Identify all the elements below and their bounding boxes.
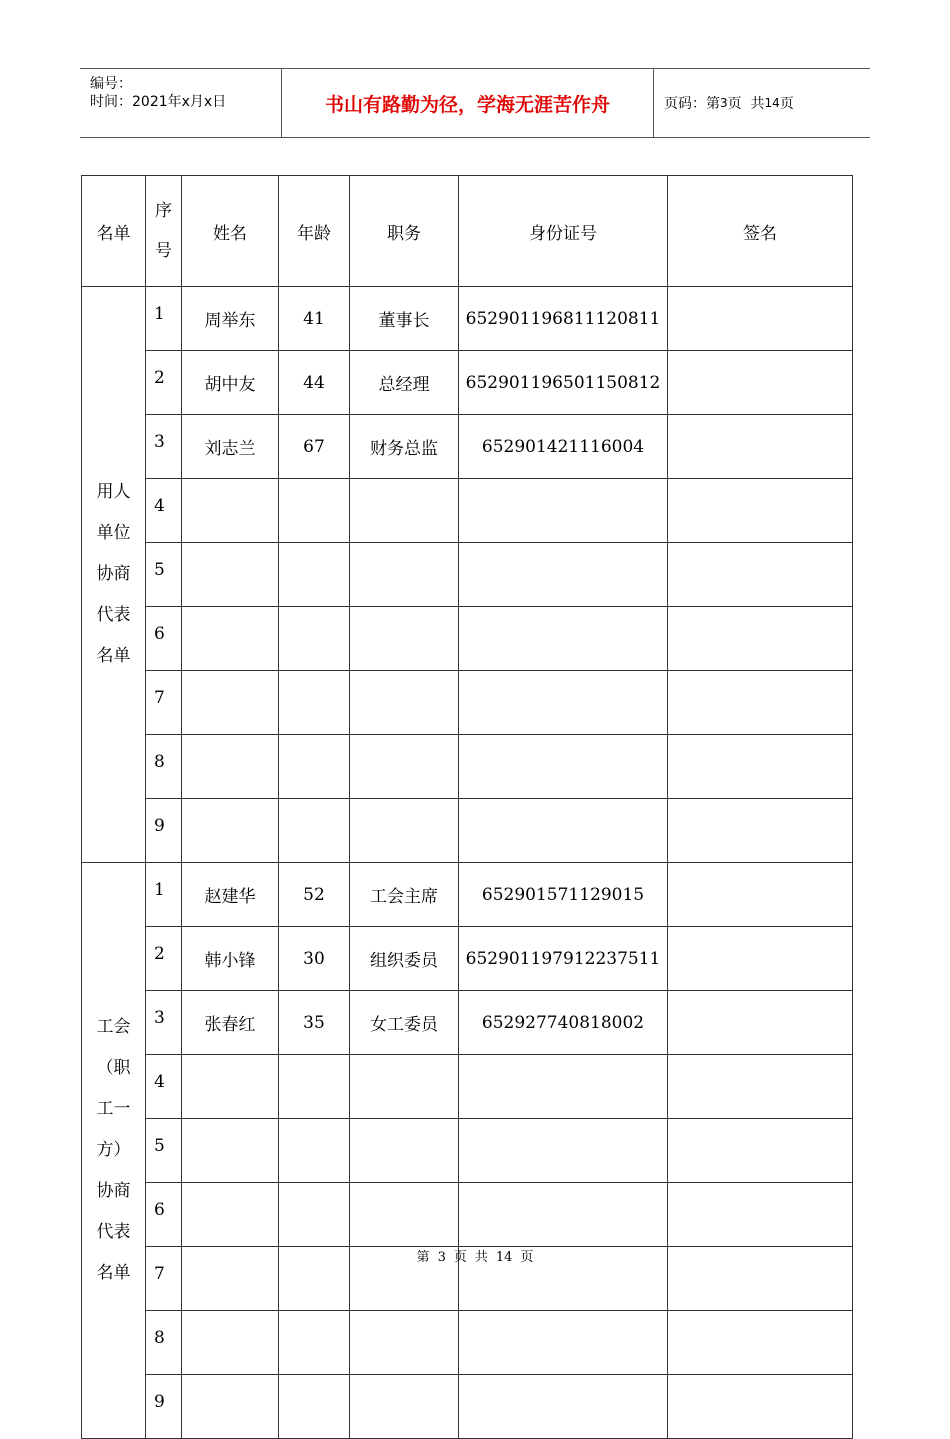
id-cell: 652901196811120811 (459, 287, 668, 351)
page-mid: 页 共 (727, 96, 765, 112)
age-cell: 44 (279, 351, 350, 415)
table-row (82, 863, 853, 927)
seq-cell: 5 (146, 543, 182, 607)
seq-cell: 5 (146, 1119, 182, 1183)
seq-cell: 7 (146, 671, 182, 735)
age-cell: 35 (279, 991, 350, 1055)
signature-cell[interactable] (668, 671, 853, 735)
name-cell (182, 735, 279, 799)
seq-cell: 2 (146, 927, 182, 991)
signature-cell[interactable] (668, 1055, 853, 1119)
signature-cell[interactable] (668, 543, 853, 607)
header-id: 身份证号 (459, 176, 668, 287)
age-cell (279, 479, 350, 543)
id-cell (459, 1311, 668, 1375)
id-cell: 652901197912237511 (459, 927, 668, 991)
id-cell: 652927740818002 (459, 991, 668, 1055)
seq-cell: 7 (146, 1247, 182, 1311)
signature-cell[interactable] (668, 927, 853, 991)
signature-cell[interactable] (668, 479, 853, 543)
position-cell (350, 1119, 459, 1183)
table-row (82, 927, 853, 991)
group-label-cell (82, 863, 146, 1439)
name-cell (182, 1119, 279, 1183)
position-cell (350, 735, 459, 799)
table-row (82, 287, 853, 351)
position-cell (350, 607, 459, 671)
age-cell (279, 1119, 350, 1183)
id-cell (459, 607, 668, 671)
signature-cell[interactable] (668, 415, 853, 479)
name-cell (182, 543, 279, 607)
id-cell (459, 479, 668, 543)
id-cell: 652901196501150812 (459, 351, 668, 415)
age-cell: 30 (279, 927, 350, 991)
header-group: 名单 (82, 176, 146, 287)
name-cell (182, 607, 279, 671)
group-label-cell (82, 287, 146, 863)
age-cell: 67 (279, 415, 350, 479)
id-cell (459, 735, 668, 799)
id-cell (459, 1183, 668, 1247)
age-cell (279, 799, 350, 863)
age-cell: 52 (279, 863, 350, 927)
seq-cell: 4 (146, 479, 182, 543)
number-label: 编号： (90, 76, 132, 92)
name-cell (182, 1375, 279, 1439)
name-cell (182, 799, 279, 863)
id-cell (459, 799, 668, 863)
header-name: 姓名 (182, 176, 279, 287)
signature-cell[interactable] (668, 863, 853, 927)
signature-cell[interactable] (668, 607, 853, 671)
header-page-info (664, 69, 794, 137)
table-row (82, 415, 853, 479)
id-cell (459, 1055, 668, 1119)
name-cell (182, 1055, 279, 1119)
footer-total: 14 (495, 1250, 513, 1265)
seq-cell: 6 (146, 1183, 182, 1247)
table-row (82, 799, 853, 863)
seq-cell: 3 (146, 991, 182, 1055)
header-signature: 签名 (668, 176, 853, 287)
footer-p4: 页 (520, 1250, 534, 1265)
id-cell (459, 543, 668, 607)
position-cell (350, 1311, 459, 1375)
header-position: 职务 (350, 176, 459, 287)
seq-cell: 8 (146, 1311, 182, 1375)
table-row (82, 991, 853, 1055)
seq-cell: 2 (146, 351, 182, 415)
position-cell: 董事长 (350, 287, 459, 351)
group-label: 用人单位协商代表名单 (96, 482, 131, 666)
position-cell: 女工委员 (350, 991, 459, 1055)
page-current: 3 (720, 96, 728, 110)
group-label: 工会（职工一方）协商代表名单 (96, 1017, 131, 1283)
position-cell (350, 1055, 459, 1119)
age-cell (279, 543, 350, 607)
table-row (82, 735, 853, 799)
id-cell: 652901421116004 (459, 415, 668, 479)
page-footer (0, 1246, 950, 1265)
signature-cell[interactable] (668, 1183, 853, 1247)
age-cell (279, 607, 350, 671)
page-total: 14 (764, 96, 780, 110)
time-label: 时间：2021年x月x日 (90, 94, 227, 110)
seq-cell: 1 (146, 287, 182, 351)
age-cell (279, 1311, 350, 1375)
signature-cell[interactable] (668, 735, 853, 799)
signature-cell[interactable] (668, 991, 853, 1055)
name-cell: 胡中友 (182, 351, 279, 415)
name-cell (182, 1311, 279, 1375)
page-header (80, 68, 870, 138)
position-cell: 财务总监 (350, 415, 459, 479)
table-row (82, 351, 853, 415)
header-info-cell (80, 69, 282, 137)
table-row (82, 1183, 853, 1247)
table-row (82, 1119, 853, 1183)
table-row (82, 607, 853, 671)
position-cell: 组织委员 (350, 927, 459, 991)
position-cell (350, 799, 459, 863)
page-end: 页 (779, 96, 794, 112)
header-seq-bottom: 号 (155, 241, 172, 261)
header-age: 年龄 (279, 176, 350, 287)
footer-p3: 共 (474, 1250, 488, 1265)
table-row (82, 479, 853, 543)
age-cell (279, 735, 350, 799)
position-cell (350, 1183, 459, 1247)
signature-cell[interactable] (668, 799, 853, 863)
id-cell (459, 1119, 668, 1183)
seq-cell: 3 (146, 415, 182, 479)
table-row (82, 671, 853, 735)
position-cell: 工会主席 (350, 863, 459, 927)
seq-cell: 6 (146, 607, 182, 671)
header-seq-top: 序 (155, 201, 172, 221)
name-cell (182, 671, 279, 735)
signature-cell[interactable] (668, 1311, 853, 1375)
header-motto: 书山有路勤为径，学海无涯苦作舟 (282, 69, 654, 137)
name-cell: 刘志兰 (182, 415, 279, 479)
name-cell: 张春红 (182, 991, 279, 1055)
position-cell: 总经理 (350, 351, 459, 415)
id-cell (459, 671, 668, 735)
signature-cell[interactable] (668, 1119, 853, 1183)
signature-cell[interactable] (668, 287, 853, 351)
page-label: 页码：第 (664, 96, 720, 112)
table-header-row (82, 176, 853, 287)
position-cell (350, 543, 459, 607)
table-row (82, 1375, 853, 1439)
seq-cell: 8 (146, 735, 182, 799)
footer-p1: 第 (416, 1250, 430, 1265)
position-cell (350, 671, 459, 735)
position-cell (350, 479, 459, 543)
id-cell (459, 1375, 668, 1439)
age-cell: 41 (279, 287, 350, 351)
table-row (82, 1055, 853, 1119)
footer-p2: 页 (453, 1250, 467, 1265)
name-cell: 韩小锋 (182, 927, 279, 991)
seq-cell: 9 (146, 799, 182, 863)
position-cell (350, 1375, 459, 1439)
seq-cell: 1 (146, 863, 182, 927)
age-cell (279, 1183, 350, 1247)
name-cell (182, 1183, 279, 1247)
name-cell (182, 479, 279, 543)
seq-cell: 4 (146, 1055, 182, 1119)
header-seq (146, 176, 182, 287)
table-row (82, 1311, 853, 1375)
id-cell: 652901571129015 (459, 863, 668, 927)
name-cell: 周举东 (182, 287, 279, 351)
footer-current: 3 (437, 1250, 446, 1265)
signature-cell[interactable] (668, 1375, 853, 1439)
name-cell: 赵建华 (182, 863, 279, 927)
age-cell (279, 1055, 350, 1119)
seq-cell: 9 (146, 1375, 182, 1439)
age-cell (279, 1375, 350, 1439)
signature-cell[interactable] (668, 351, 853, 415)
table-row (82, 543, 853, 607)
age-cell (279, 671, 350, 735)
